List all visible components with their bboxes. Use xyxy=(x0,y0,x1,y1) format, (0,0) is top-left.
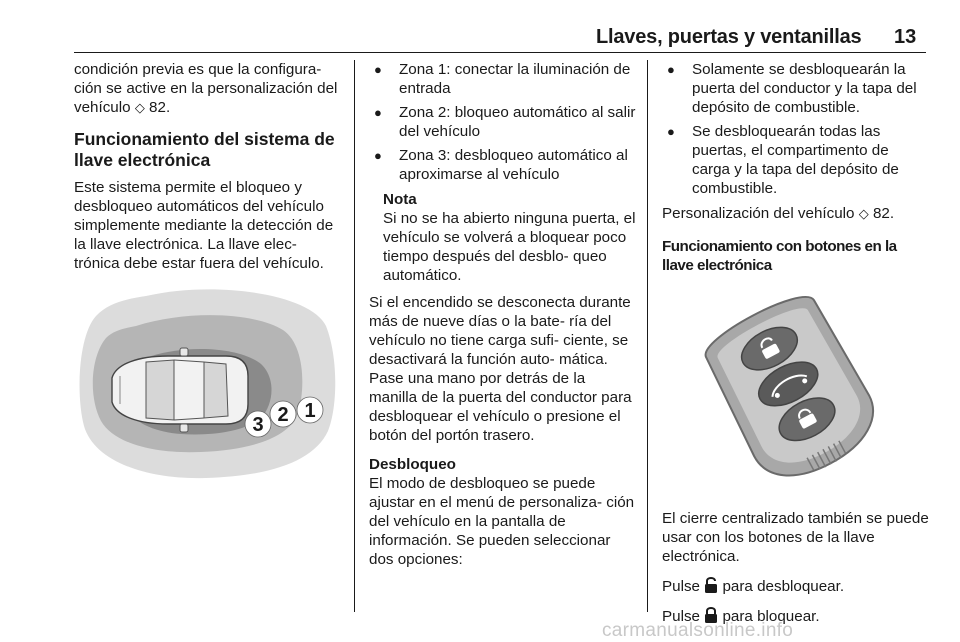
remote-key-illustration xyxy=(662,281,924,499)
personalization-text: Personalización del vehículo xyxy=(662,205,855,222)
note-block xyxy=(369,190,637,285)
list-item: ● Solamente se desbloquearán la puerta del conductor y la tapa del depósito de combustible. xyxy=(662,60,930,117)
central-lock-text: El cierre centralizado también se puede usar con los botones de la llave electrónica. xyxy=(662,510,929,565)
note-title: Nota xyxy=(383,191,417,208)
watermark: carmanualsonline.info xyxy=(602,620,794,641)
unlock-body: El modo de desbloqueo se puede ajustar en el menú de personaliza- ción del vehículo en la pantalla de información. Se pueden seleccionar dos opciones: xyxy=(369,475,635,568)
personalization-ref xyxy=(662,204,930,223)
intro-paragraph xyxy=(74,60,344,117)
note-body: Si no se ha abierto ninguna puerta, el vehículo se volverá a bloquear poco tiempo después del desblo- queo automático. xyxy=(383,210,636,284)
reference-arrow-icon: ◇ xyxy=(858,206,869,221)
keyless-description: Este sistema permite el bloqueo y desbloqueo automáticos del vehículo simplemente mediante la detección de la llave electrónica. La llave elec- trónica debe estar fuera del vehículo. xyxy=(74,179,334,272)
press-unlock-line xyxy=(662,576,930,596)
section-heading-keyless: Funcionamiento del sistema de llave electrónica xyxy=(74,129,335,170)
zone-label-3 xyxy=(245,411,271,437)
zones-diagram xyxy=(76,286,344,486)
intro-text: condición previa es que la configura- ción se active en la personalización del vehículo xyxy=(74,61,338,116)
press-unlock-suffix: para desbloquear. xyxy=(722,578,845,595)
page-number: 13 xyxy=(894,26,917,48)
personalization-page-ref: 82. xyxy=(872,205,895,222)
zones-list xyxy=(369,60,637,184)
press-unlock-prefix: Pulse xyxy=(662,578,700,595)
press-lock-prefix: Pulse xyxy=(662,608,700,625)
unlock-heading: Desbloqueo xyxy=(369,456,456,473)
list-item: ● Zona 2: bloqueo automático al salir del vehículo xyxy=(369,103,637,141)
column-2 xyxy=(369,60,637,579)
reference-arrow-icon: ◇ xyxy=(134,100,145,115)
zone-label-2 xyxy=(270,401,296,427)
list-item: ● Zona 1: conectar la iluminación de entrada xyxy=(369,60,637,98)
zone-number-1: 1 xyxy=(304,400,316,422)
column-1 xyxy=(74,60,344,436)
press-lock-suffix: para bloquear. xyxy=(722,608,820,625)
unlock-options-list xyxy=(662,60,930,198)
buttons-heading: Funcionamiento con botones en la llave electrónica xyxy=(662,238,897,274)
zone-label-1 xyxy=(297,397,323,423)
header-divider xyxy=(74,52,926,53)
list-item: ● Zona 3: desbloqueo automático al aproximarse al vehículo xyxy=(369,146,637,184)
intro-page-ref: 82. xyxy=(149,99,171,116)
car-top-view-icon xyxy=(112,348,248,432)
column-divider-2 xyxy=(647,60,648,612)
unlocked-padlock-icon xyxy=(704,576,718,594)
page-header-title: Llaves, puertas y ventanillas xyxy=(596,26,862,48)
list-item: ● Se desbloquearán todas las puertas, el compartimento de carga y la tapa del depósito de combustible. xyxy=(662,122,930,198)
column-3 xyxy=(662,60,930,636)
zone-number-2: 2 xyxy=(277,404,289,426)
column-divider-1 xyxy=(354,60,355,612)
ignition-paragraph: Si el encendido se desconecta durante más de nueve días o la bate- ría del vehículo no tiene carga sufi- ciente, se desactivará la función auto- mática. Pase una mano por detrás de la manilla de la puerta del conductor para desbloquear el vehículo o presione el botón del portón trasero. xyxy=(369,294,632,444)
zone-number-3: 3 xyxy=(252,414,264,436)
